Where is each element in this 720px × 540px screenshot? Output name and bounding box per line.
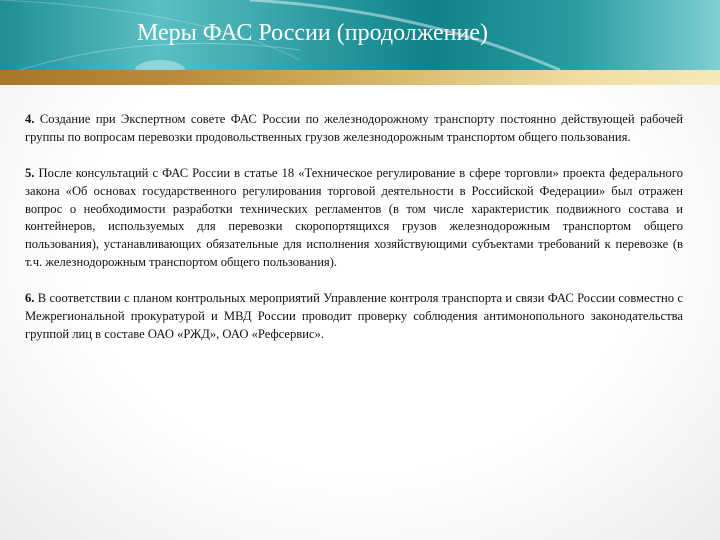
paragraph-number: 5. [25, 165, 35, 180]
paragraph-text: Создание при Экспертном совете ФАС России по железнодорожному транспорту постоянно действующей рабочей группы по вопросам перевозки продовольственных грузов железнодорожным транспортом общего пользования. [25, 112, 683, 144]
paragraph-text: После консультаций с ФАС России в статье 18 «Техническое регулирование в сфере торговли» проекта федерального закона «Об основах государственного регулирования торговой деятельности в Российской Федерации» был отражен вопрос о необходимости разработки технических регламентов (в том числе характеристик подвижного состава и контейнеров, используемых для перевозки скоропортящихся грузов железнодорожным транспортом общего пользования), устанавливающих обязательные для исполнения хозяйствующими субъектами требований к перевозке (в т.ч. железнодорожным транспортом общего пользования). [25, 165, 683, 270]
paragraph-number: 4. [25, 112, 35, 126]
title-banner [0, 0, 720, 70]
slide-body [25, 111, 683, 362]
slide-title: Меры ФАС России (продолжение) [137, 20, 488, 46]
paragraph-text: В соответствии с планом контрольных мероприятий Управление контроля транспорта и связи ФАС России совместно с Межрегиональной прокуратурой и МВД России проводит проверку соблюдения антимонопольного законодательства группой лиц в составе ОАО «РЖД», ОАО «Рефсервис». [25, 291, 683, 341]
gold-band [0, 70, 720, 85]
paragraph-number: 6. [25, 291, 35, 306]
paragraph-5 [25, 165, 683, 272]
paragraph-6 [25, 290, 683, 344]
paragraph-4 [25, 111, 683, 147]
